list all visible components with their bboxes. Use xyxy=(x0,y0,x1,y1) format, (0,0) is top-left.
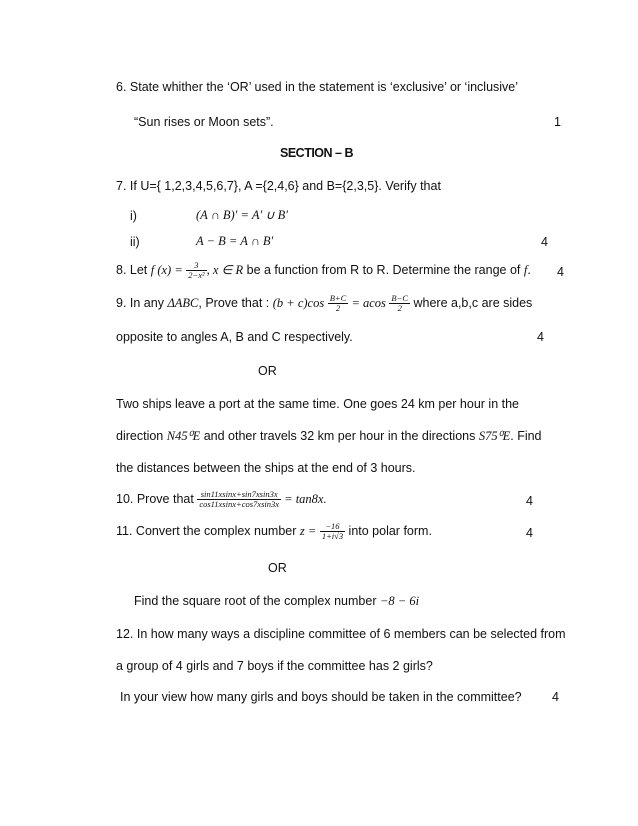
q9-line1 xyxy=(116,294,532,314)
q9-alt-dir1: N45⁰E xyxy=(166,429,201,443)
q10-marks: 4 xyxy=(526,494,533,508)
q8-fraction xyxy=(186,261,206,281)
q6-line2: “Sun rises or Moon sets”. xyxy=(134,115,274,129)
q8-frac-den: 2−x² xyxy=(188,270,205,281)
q12-line1: 12. In how many ways a discipline committee of 6 members can be selected from xyxy=(116,627,566,641)
q8-prefix: 8. Let xyxy=(116,263,151,278)
q9-or: OR xyxy=(258,364,277,378)
q11-alt xyxy=(134,594,419,609)
q9-eq: = acos xyxy=(348,296,386,311)
q8-line xyxy=(116,261,531,281)
q9-prefix: 9. In any xyxy=(116,296,168,311)
q9-frac1-num: B+C xyxy=(329,293,347,303)
q11-or: OR xyxy=(268,561,287,575)
section-title: SECTION – B xyxy=(280,146,353,160)
q10-rhs: = tan8x. xyxy=(281,492,327,507)
q9-mid: , Prove that : xyxy=(198,296,273,311)
q9-alt-line2 xyxy=(116,429,542,444)
q7-ii-label: ii) xyxy=(130,235,140,249)
q12-line2: a group of 4 girls and 7 boys if the committee has 2 girls? xyxy=(116,659,433,673)
q11-frac-num: −16 xyxy=(320,522,345,532)
q8-cond: , x ∈ R xyxy=(206,263,244,278)
q7-ii-expr: A − B = A ∩ B′ xyxy=(196,234,274,248)
q6-marks: 1 xyxy=(554,115,561,129)
q8-frac-num: 3 xyxy=(186,261,206,271)
q11-alt-expr: −8 − 6i xyxy=(379,594,420,608)
q9-frac2-den: 2 xyxy=(397,303,402,314)
q8-rest: be a function from R to R. Determine the range of xyxy=(243,263,524,278)
q10-prefix: 10. Prove that xyxy=(116,492,198,507)
q11-fraction xyxy=(320,522,345,542)
q10-line xyxy=(116,490,327,510)
q9-frac1-den: 2 xyxy=(335,303,341,314)
q8-end: . xyxy=(527,263,531,278)
q8-f: f xyxy=(523,263,528,278)
q11-rest: into polar form. xyxy=(345,524,432,539)
q9-frac2-num: B−C xyxy=(391,293,409,303)
q10-frac-num: sin11xsinx+sin7xsin3x xyxy=(197,490,281,500)
q11-prefix: 11. Convert the complex number xyxy=(116,524,300,539)
q9-alt-dir2: S75⁰E xyxy=(478,429,511,443)
q6-line1: 6. State whither the ‘OR’ used in the statement is ‘exclusive’ or ‘inclusive’ xyxy=(116,80,519,94)
q11-alt-text: Find the square root of the complex number xyxy=(134,594,380,608)
q9-fraction1 xyxy=(328,294,349,314)
q9-alt-line1: Two ships leave a port at the same time. One goes 24 km per hour in the xyxy=(116,397,519,411)
q8-marks: 4 xyxy=(557,265,564,279)
q8-f-lhs: f (x) = xyxy=(150,263,183,278)
q9-fraction2 xyxy=(389,294,410,314)
q11-line xyxy=(116,522,432,542)
q10-frac-den: cos11xsinx+cos7xsin3x xyxy=(199,499,280,510)
q9-rest: where a,b,c are sides xyxy=(410,296,533,311)
q7-i-expr: (A ∩ B)′ = A′ ∪ B′ xyxy=(196,208,288,222)
q9-alt-line2-b: and other travels 32 km per hour in the directions xyxy=(200,429,479,443)
q9-alt-line2-c: . Find xyxy=(510,429,542,443)
q7-i-label: i) xyxy=(130,209,137,223)
q9-tri: ΔABC xyxy=(167,296,199,311)
q7-marks: 4 xyxy=(541,235,548,249)
q11-z: z = xyxy=(299,524,317,539)
q12-marks: 4 xyxy=(552,690,559,704)
q9-lhs: (b + c)cos xyxy=(272,296,325,311)
q9-alt-line3: the distances between the ships at the end of 3 hours. xyxy=(116,461,416,475)
q9-marks: 4 xyxy=(537,330,544,344)
q11-marks: 4 xyxy=(526,526,533,540)
q11-frac-den: 1+i√3 xyxy=(321,531,344,542)
q9-alt-line2-a: direction xyxy=(116,429,167,443)
q10-fraction xyxy=(197,490,281,510)
q12-line3: In your view how many girls and boys should be taken in the committee? xyxy=(120,690,522,704)
q9-line2: opposite to angles A, B and C respectively. xyxy=(116,330,353,344)
q7-line1: 7. If U={ 1,2,3,4,5,6,7}, A ={2,4,6} and B={2,3,5}. Verify that xyxy=(116,179,441,193)
